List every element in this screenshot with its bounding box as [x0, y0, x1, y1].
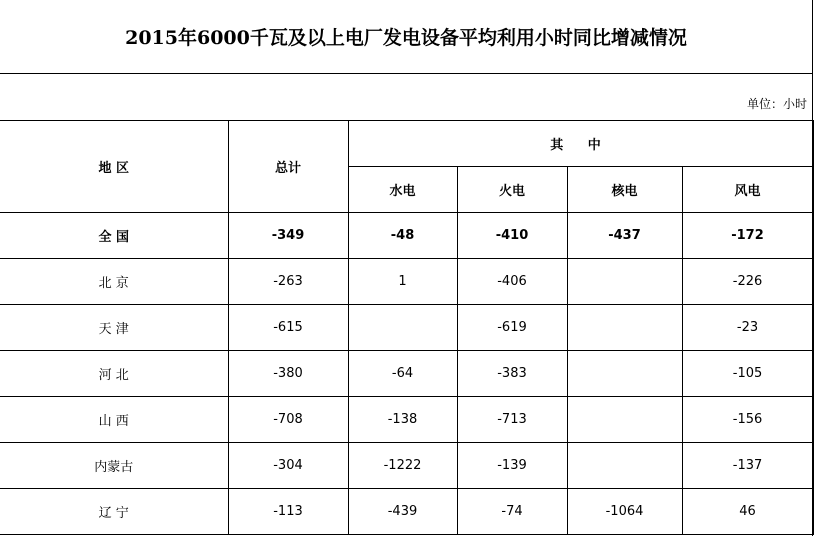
cell-thermal: -406: [457, 259, 567, 305]
cell-total: -304: [228, 443, 348, 489]
cell-hydro: -1222: [348, 443, 457, 489]
data-table: [0, 120, 814, 535]
header-thermal: 火电: [457, 167, 567, 213]
cell-region: 天 津: [0, 305, 228, 351]
cell-region: 山 西: [0, 397, 228, 443]
unit-label: 单位：小时: [746, 97, 807, 111]
cell-hydro: [348, 305, 457, 351]
header-nuclear: 核电: [567, 167, 682, 213]
cell-total: -349: [228, 213, 348, 259]
table-row: [0, 351, 813, 397]
table-row: [0, 305, 813, 351]
cell-hydro: 1: [348, 259, 457, 305]
cell-thermal: -619: [457, 305, 567, 351]
cell-nuclear: [567, 397, 682, 443]
cell-nuclear: [567, 259, 682, 305]
table-row: [0, 213, 813, 259]
page-title: 2015年6000千瓦及以上电厂发电设备平均利用小时同比增减情况: [0, 0, 812, 74]
cell-region: 河 北: [0, 351, 228, 397]
cell-wind: -23: [682, 305, 813, 351]
cell-total: -263: [228, 259, 348, 305]
cell-total: -380: [228, 351, 348, 397]
header-total: 总计: [228, 121, 348, 213]
cell-hydro: -48: [348, 213, 457, 259]
cell-wind: -172: [682, 213, 813, 259]
cell-total: -708: [228, 397, 348, 443]
header-region: 地 区: [0, 121, 228, 213]
table-row: [0, 443, 813, 489]
table-row: [0, 489, 813, 535]
cell-nuclear: [567, 305, 682, 351]
header-wind: 风电: [682, 167, 813, 213]
cell-hydro: -138: [348, 397, 457, 443]
cell-wind: -105: [682, 351, 813, 397]
cell-total: -615: [228, 305, 348, 351]
cell-hydro: -439: [348, 489, 457, 535]
cell-thermal: -74: [457, 489, 567, 535]
cell-hydro: -64: [348, 351, 457, 397]
cell-region: 北 京: [0, 259, 228, 305]
header-hydro: 水电: [348, 167, 457, 213]
cell-thermal: -713: [457, 397, 567, 443]
cell-thermal: -410: [457, 213, 567, 259]
cell-region: 辽 宁: [0, 489, 228, 535]
cell-thermal: -383: [457, 351, 567, 397]
cell-nuclear: [567, 443, 682, 489]
cell-wind: -226: [682, 259, 813, 305]
cell-nuclear: [567, 351, 682, 397]
table-row: [0, 259, 813, 305]
cell-region: 全 国: [0, 213, 228, 259]
cell-total: -113: [228, 489, 348, 535]
cell-wind: -156: [682, 397, 813, 443]
header-group: 其 中: [348, 121, 813, 167]
cell-nuclear: -1064: [567, 489, 682, 535]
cell-wind: -137: [682, 443, 813, 489]
cell-thermal: -139: [457, 443, 567, 489]
table-row: [0, 397, 813, 443]
cell-region: 内蒙古: [0, 443, 228, 489]
cell-nuclear: -437: [567, 213, 682, 259]
cell-wind: 46: [682, 489, 813, 535]
